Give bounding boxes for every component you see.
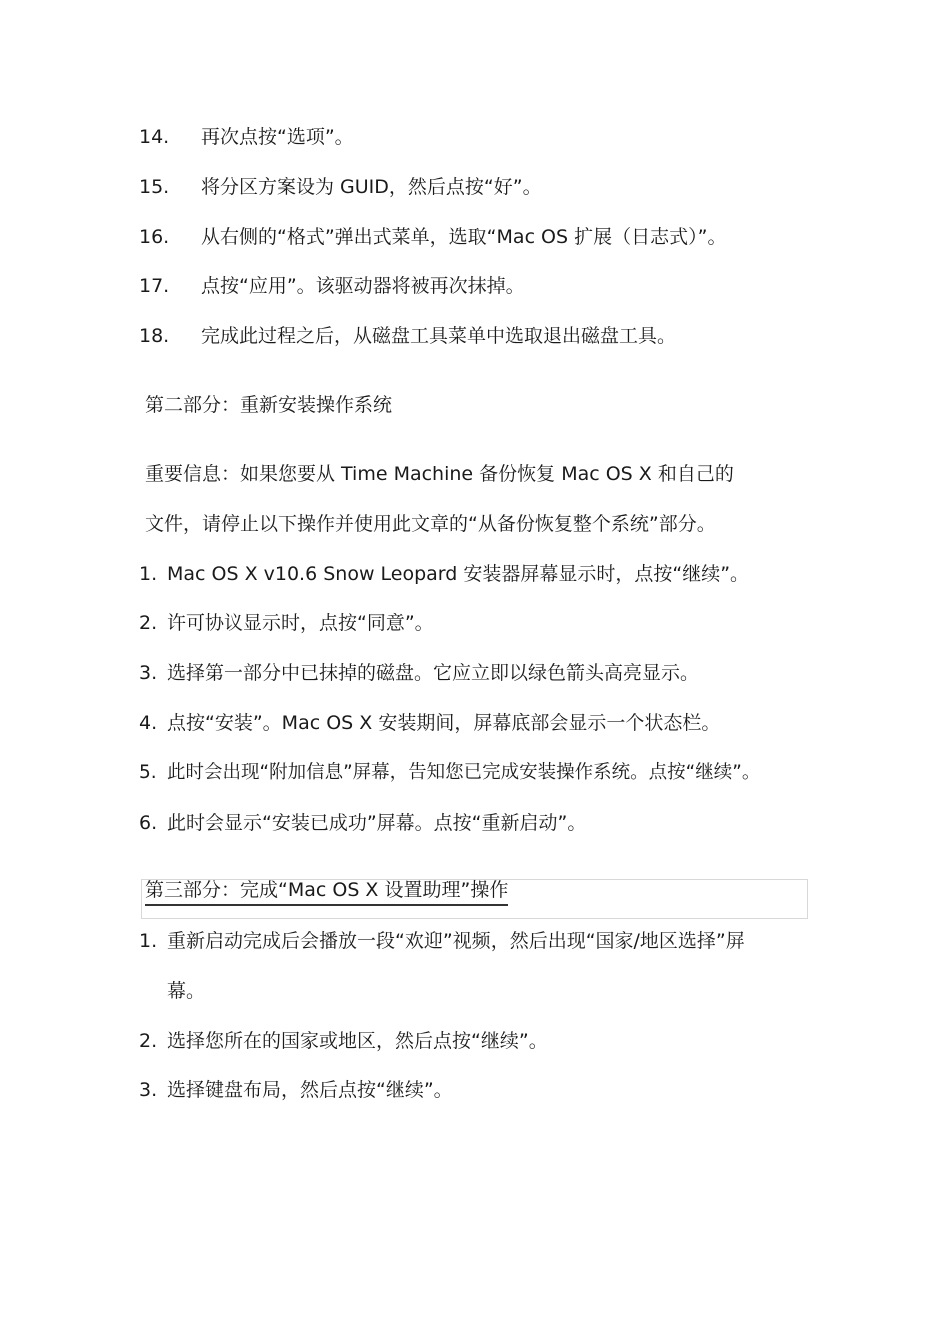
step-text: 再次点按“选项”。	[201, 126, 354, 148]
step-number: 6.	[139, 812, 158, 834]
step-number: 1.	[139, 930, 158, 952]
step-text: 重新启动完成后会播放一段“欢迎”视频，然后出现“国家/地区选择”屏	[167, 930, 745, 952]
step-15	[139, 175, 542, 199]
step-number: 14.	[139, 126, 170, 148]
important-note-line1: 重要信息：如果您要从 Time Machine 备份恢复 Mac OS X 和自己的	[145, 463, 734, 485]
important-note-line2: 文件，请停止以下操作并使用此文章的“从备份恢复整个系统”部分。	[145, 513, 716, 535]
part2-step-1	[139, 562, 749, 586]
part2-step-2	[139, 611, 434, 635]
step-text: 选择第一部分中已抹掉的磁盘。它应立即以绿色箭头高亮显示。	[167, 662, 700, 684]
part2-step-5	[139, 761, 760, 785]
step-text: 此时会出现“附加信息”屏幕，告知您已完成安装操作系统。点按“继续”。	[167, 762, 761, 783]
part2-heading: 第二部分：重新安装操作系统	[145, 394, 393, 416]
step-text: 许可协议显示时，点按“同意”。	[167, 612, 434, 634]
step-18	[139, 324, 676, 348]
step-text: 选择键盘布局，然后点按“继续”。	[167, 1079, 453, 1101]
step-number: 4.	[139, 712, 158, 734]
part2-step-3	[139, 661, 699, 685]
step-number: 3.	[139, 662, 158, 684]
step-text: 此时会显示“安装已成功”屏幕。点按“重新启动”。	[167, 812, 587, 834]
step-number: 16.	[139, 226, 170, 248]
part3-step-1-continuation: 幕。	[167, 980, 206, 1002]
part3-step-3	[139, 1078, 453, 1102]
step-number: 1.	[139, 563, 158, 585]
step-17	[139, 274, 525, 298]
step-text: 完成此过程之后，从磁盘工具菜单中选取退出磁盘工具。	[201, 325, 677, 347]
part2-step-4	[139, 711, 720, 735]
part3-step-2	[139, 1029, 548, 1053]
step-number: 5.	[139, 762, 157, 783]
step-text: 点按“安装”。Mac OS X 安装期间，屏幕底部会显示一个状态栏。	[167, 712, 721, 734]
step-16	[139, 225, 726, 249]
part2-step-6	[139, 811, 586, 835]
step-text: 点按“应用”。该驱动器将被再次抹掉。	[201, 275, 525, 297]
step-14	[139, 125, 354, 149]
step-number: 2.	[139, 1030, 158, 1052]
part3-heading: 第三部分：完成“Mac OS X 设置助理”操作	[145, 878, 508, 906]
part3-step-1	[139, 929, 745, 953]
step-number: 3.	[139, 1079, 158, 1101]
step-number: 2.	[139, 612, 158, 634]
step-number: 18.	[139, 325, 170, 347]
step-text: 从右侧的“格式”弹出式菜单，选取“Mac OS 扩展（日志式）”。	[201, 226, 727, 248]
step-number: 15.	[139, 176, 170, 198]
step-text: Mac OS X v10.6 Snow Leopard 安装器屏幕显示时，点按“继续”。	[167, 563, 750, 585]
step-text: 将分区方案设为 GUID，然后点按“好”。	[201, 176, 542, 198]
step-text: 选择您所在的国家或地区，然后点按“继续”。	[167, 1030, 548, 1052]
step-number: 17.	[139, 275, 170, 297]
